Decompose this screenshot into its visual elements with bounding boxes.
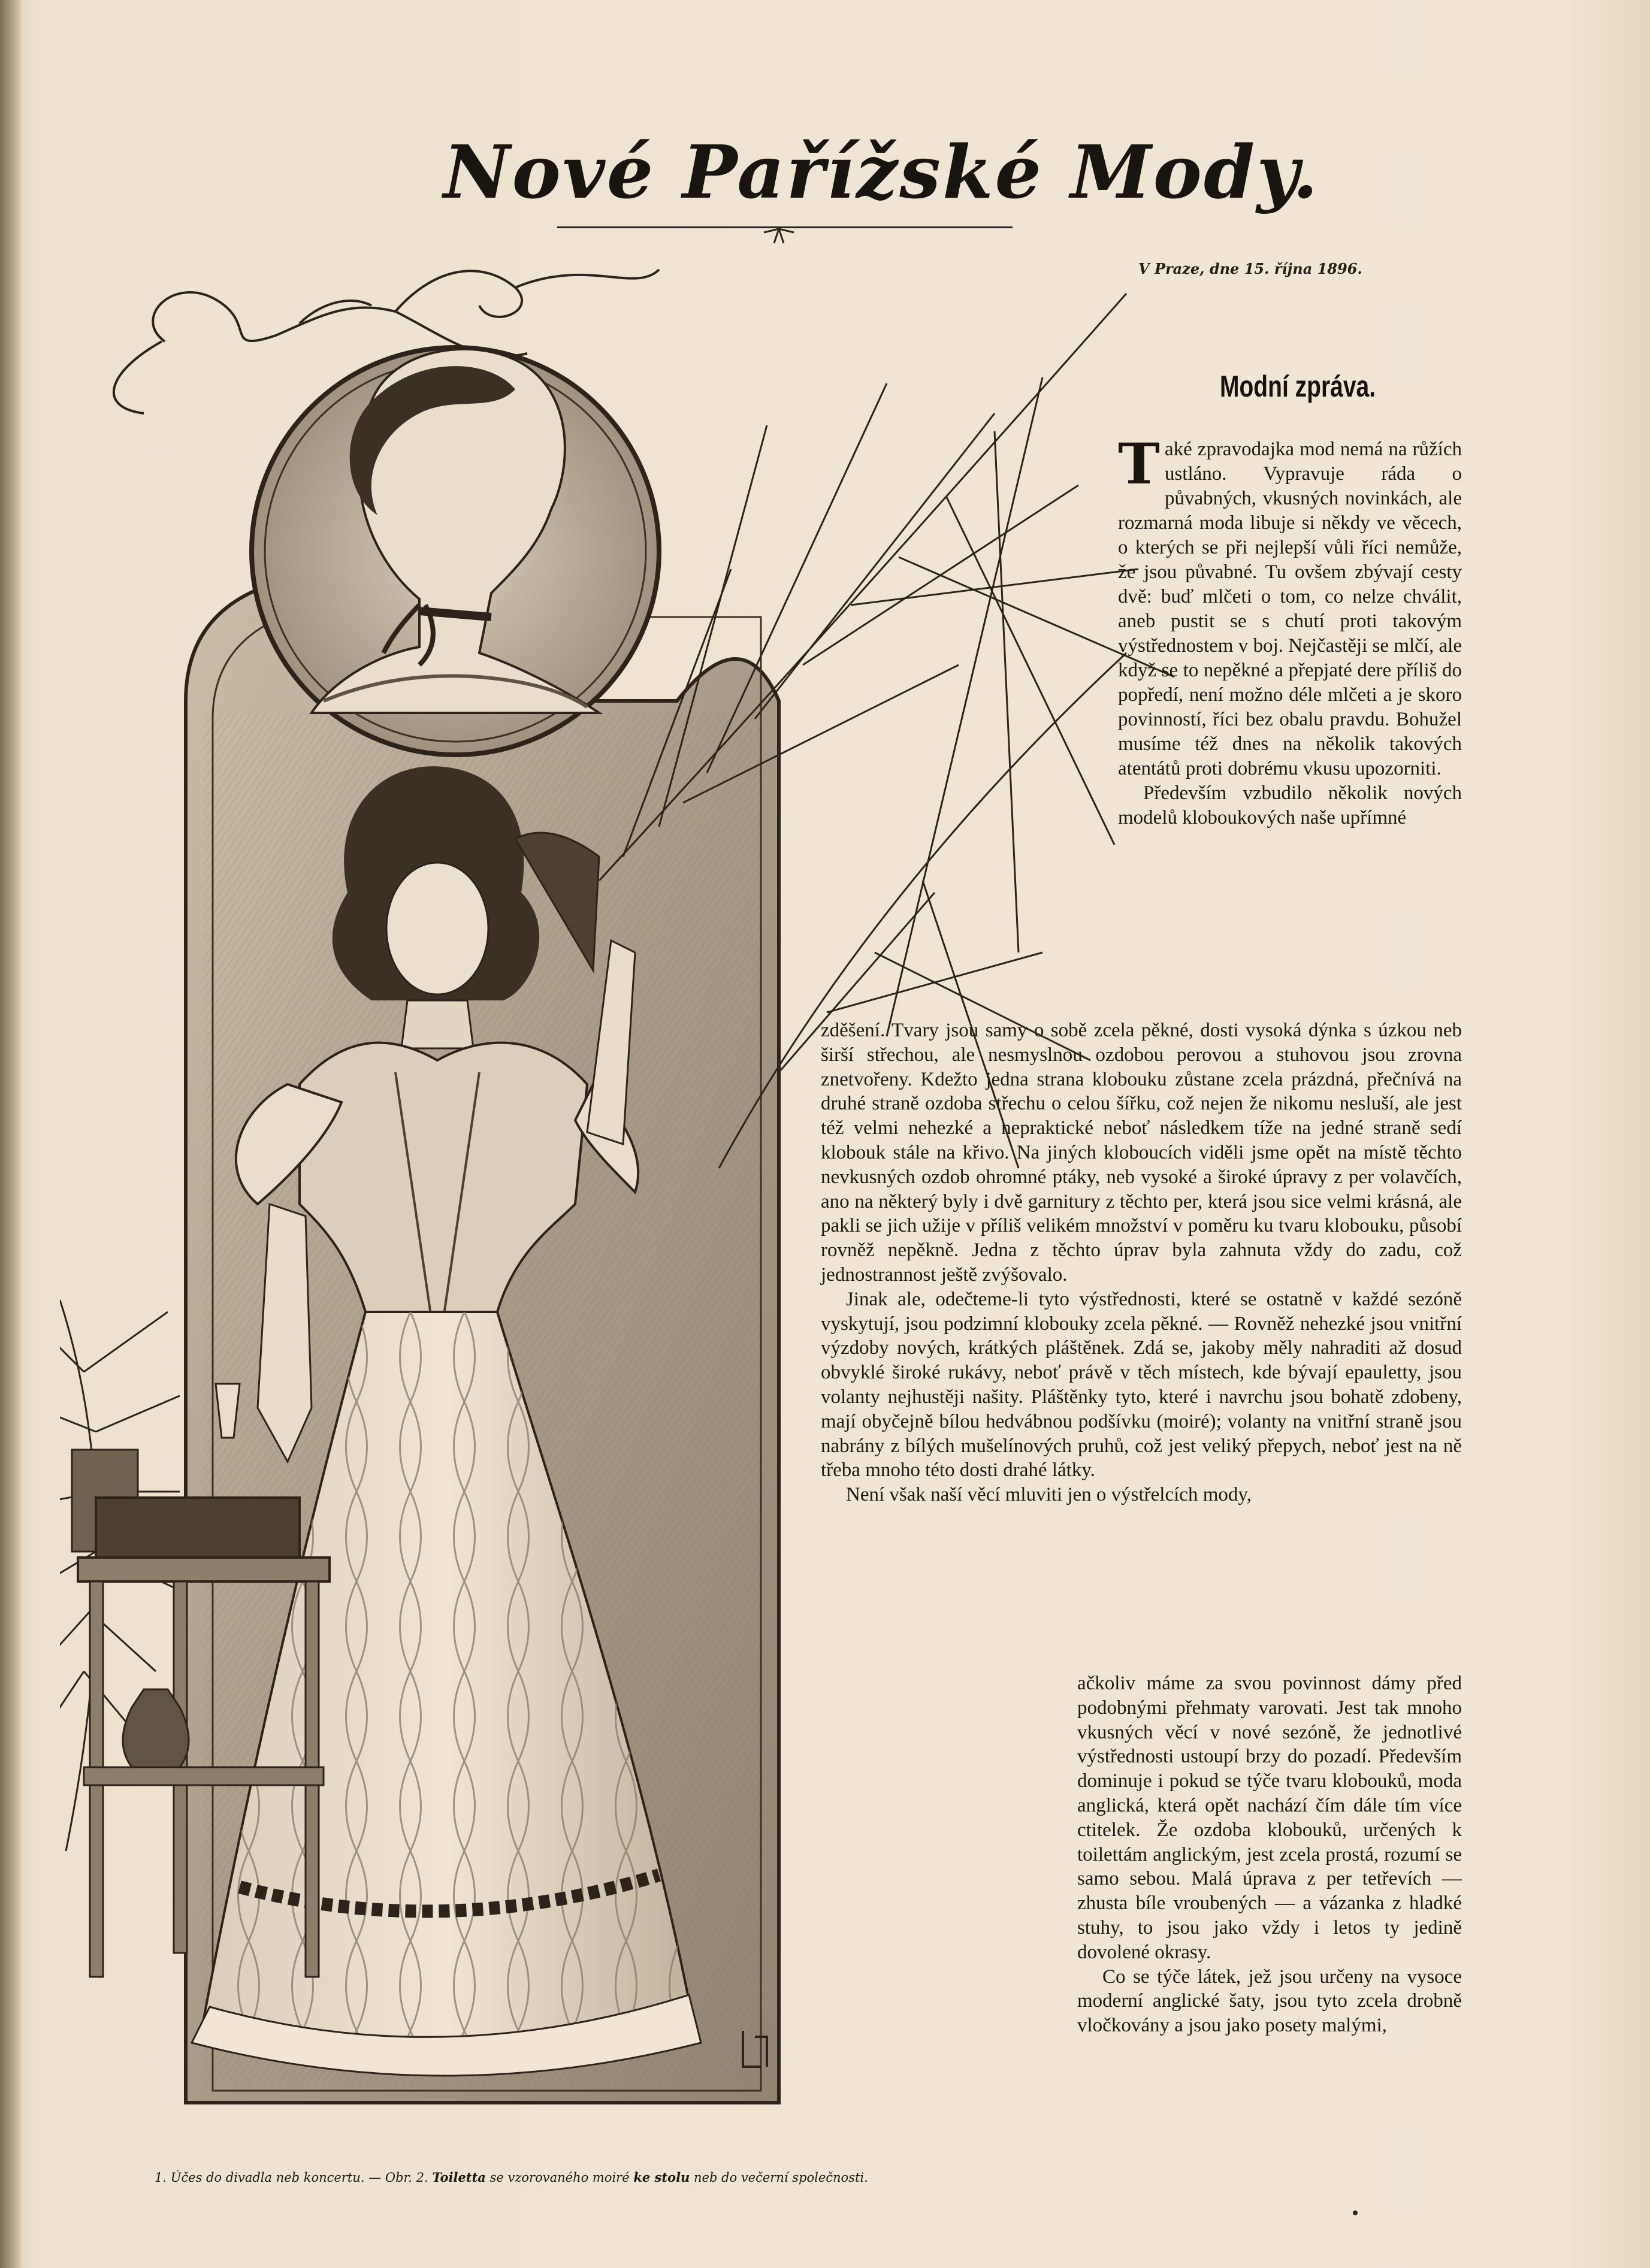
dateline: V Praze, dne 15. října 1896. bbox=[1138, 260, 1362, 277]
article-column-upper bbox=[1118, 431, 1462, 830]
article-heading: Modní zpráva. bbox=[1220, 370, 1376, 403]
article-paragraph-3: Jinak ale, odečteme-li tyto výstřednosti, které se ostatně v každé sezóně vyskytují, jsou podzimní klobouky zcela pěkné. — Rovněž nehezké jsou vnitřní výzdoby nových, krátkých pláštěnek. Zdá se, jakoby měly nahraditi až dosud obvyklé široké rukávy, neboť právě v těch místech, kde bývají epauletty, jsou volanty nejhustěji našity. Pláštěnky tyto, které i navrchu jsou bohatě zdobeny, mají obyčejně bílou hedvábnou podšívku (moiré); volanty na vnitřní straně jsou nabrány z bílých mušelínových pruhů, což jest veliký přepych, neboť jest na ně třeba mnoho této dosti drahé látky. bbox=[821, 1288, 1462, 1481]
caption-part-1: 1. Účes do divadla neb koncertu. — Obr. 2. bbox=[155, 2170, 433, 2185]
drop-cap: T bbox=[1118, 431, 1160, 497]
portrait-medallion bbox=[252, 347, 659, 755]
article-paragraph-4-continued: ačkoliv máme za svou povinnost dámy před podobnými přehmaty varovati. Jest tak mnoho vkusných věcí v nové sezóně, že jednotlivé výstřednosti ustoupí brzy do pozadí. Především dominuje i pokud se týče tvaru klobouků, moda anglická, která opět nachází čím dále tím více ctitelek. Že ozdoba klobouků, určených k toilettám anglickým, jest zcela prostá, rozumí se samo sebou. Malá úprava z per tetřevích — zhusta bíle vroubených — a vázanka z hladké stuhy, to jsou jako vždy i letos ty jedině dovolené okrasy. bbox=[1077, 1673, 1462, 1963]
binding-edge bbox=[0, 0, 22, 2268]
caption-part-2: Toiletta bbox=[432, 2170, 486, 2185]
illustration-caption bbox=[155, 2170, 1173, 2185]
paragraph-1-text: aké zpravodajka mod nemá na růžích ustláno. Vypravuje ráda o půvabných, vkusných novinkách, ale rozmarná moda libuje si někdy ve věcech, o kterých se při nejlepší vůli říci nemůže, že jsou půvabné. Tu ovšem zbývají cesty dvě: buď mlčeti o tom, co nelze chválit, aneb pustit se s chutí proti takovým výstřednostem v boj. Nejčastěji se mlčí, ale když se to nepěkné a přepjaté dere příliš do popředí, není možno déle mlčeti a je skoro povinností, říci bez obalu pravdu. Bohužel musíme též dnes na několik takových atentátů proti dobrému vkusu upozorniti. bbox=[1118, 439, 1462, 779]
caption-part-5: neb do večerní společnosti. bbox=[690, 2170, 868, 2185]
article-paragraph-2-continued: zděšení. Tvary jsou samy o sobě zcela pěkné, dosti vysoká dýnka s úzkou neb širší střechou, ale nesmyslnou ozdobou perovou a stuhovou jsou zrovna znetvořeny. Kdežto jedna strana klobouku zůstane zcela prázdná, přečnívá na druhé straně ozdoba střechu o celou šířku, což nejen že nikomu nesluší, ale jest též velmi nehezké a nepraktické neboť následkem tíže na jedné straně sedí klobouk stále na křivo. Na jiných kloboucích viděli jsme opět na místě těchto nevkusných ozdob ohromné ptáky, neb vysoké a široké úpravy z per volavčích, ano na některý byly i dvě garnitury z těchto per, která jsou sice velmi krásná, ale pakli se jich užije v příliš velikém množství v poměru ku tvaru klobouku, působí rovněž nepěkně. Jedna z těchto úprav byla zahnuta vždy do zadu, což jednostrannost ještě zvýšovalo. bbox=[821, 1020, 1462, 1286]
article-paragraph-1 bbox=[1118, 431, 1462, 781]
article-column-wide bbox=[821, 1018, 1462, 1507]
article-paragraph-5: Co se týče látek, jež jsou určeny na vysoce moderní anglické šaty, jsou tyto zcela drobně vločkovány a jsou jako posety malými, bbox=[1077, 1965, 1462, 2037]
article-paragraph-4-start: Není však naší věcí mluviti jen o výstřelcích mody, bbox=[846, 1484, 1252, 1506]
article-column-lower bbox=[1077, 1671, 1462, 2038]
caption-part-3: se vzorovaného moiré bbox=[485, 2170, 634, 2185]
caption-part-4: ke stolu bbox=[633, 2170, 690, 2185]
article-paragraph-2-start: Především vzbudilo několik nových modelů kloboukových naše upřímné bbox=[1118, 782, 1462, 828]
page-mark bbox=[1353, 2210, 1358, 2215]
page-title: Nové Pařížské Mody. bbox=[443, 129, 1320, 215]
